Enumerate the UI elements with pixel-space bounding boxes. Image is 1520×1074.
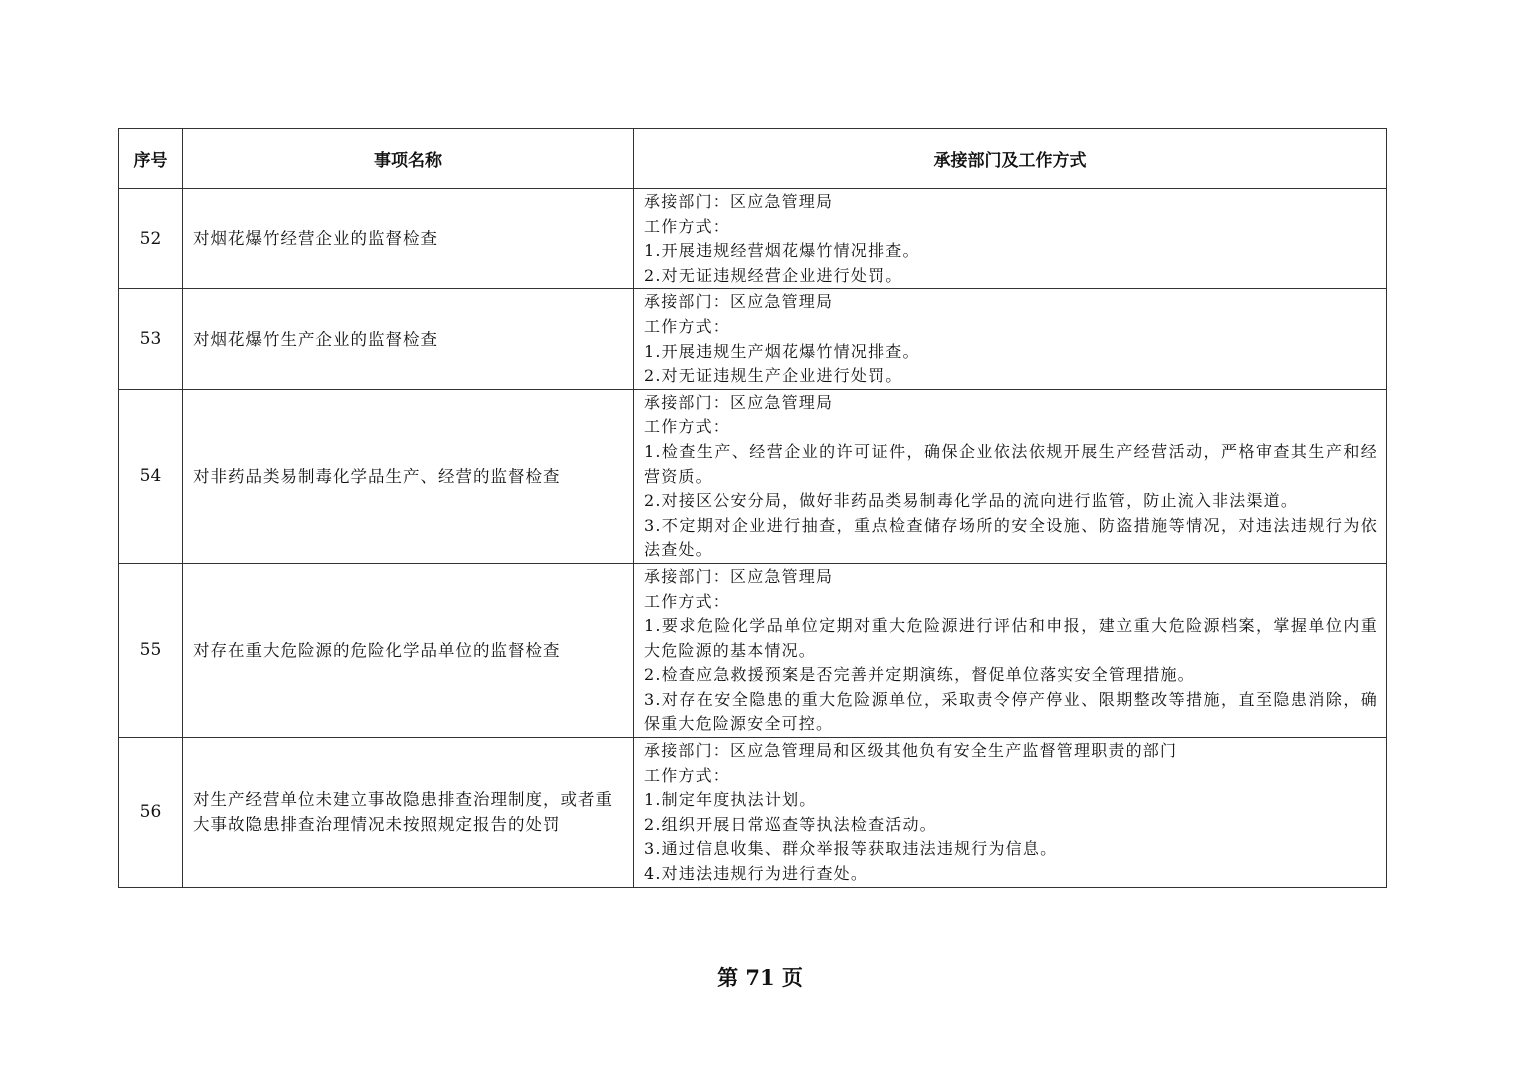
item-name: 对烟花爆竹经营企业的监督检查	[183, 189, 634, 289]
department-and-method	[634, 289, 1387, 389]
method-line: 承接部门：区应急管理局	[644, 566, 834, 586]
method-line: 工作方式：	[644, 765, 731, 785]
row-number: 56	[119, 738, 183, 888]
table-row	[119, 738, 1387, 888]
department-and-method	[634, 563, 1387, 737]
row-number: 54	[119, 389, 183, 563]
item-name: 对存在重大危险源的危险化学品单位的监督检查	[183, 563, 634, 737]
method-line: 1.制定年度执法计划。	[644, 790, 817, 810]
method-line: 3.通过信息收集、群众举报等获取违法违规行为信息。	[644, 839, 1058, 859]
item-name: 对生产经营单位未建立事故隐患排查治理制度，或者重大事故隐患排查治理情况未按照规定报告的处罚	[183, 738, 634, 888]
header-num: 序号	[119, 129, 183, 189]
header-name: 事项名称	[183, 129, 634, 189]
method-line: 工作方式：	[644, 216, 731, 236]
items-table	[118, 128, 1387, 888]
method-line: 1.检查生产、经营企业的许可证件，确保企业依法依规开展生产经营活动，严格审查其生产和经营资质。	[644, 441, 1378, 486]
item-name: 对非药品类易制毒化学品生产、经营的监督检查	[183, 389, 634, 563]
row-number: 55	[119, 563, 183, 737]
item-name: 对烟花爆竹生产企业的监督检查	[183, 289, 634, 389]
header-method: 承接部门及工作方式	[634, 129, 1387, 189]
table-row	[119, 289, 1387, 389]
department-and-method	[634, 738, 1387, 888]
method-line: 承接部门：区应急管理局	[644, 192, 834, 211]
method-line: 2.检查应急救援预案是否完善并定期演练，督促单位落实安全管理措施。	[644, 665, 1195, 685]
method-line: 2.对无证违规经营企业进行处罚。	[644, 265, 903, 285]
table-row	[119, 189, 1387, 289]
table-row	[119, 563, 1387, 737]
page-number: 第 71 页	[717, 965, 803, 990]
method-line: 2.对无证违规生产企业进行处罚。	[644, 366, 903, 386]
table-row	[119, 389, 1387, 563]
department-and-method	[634, 389, 1387, 563]
method-line: 1.开展违规经营烟花爆竹情况排查。	[644, 241, 920, 261]
method-line: 3.不定期对企业进行抽查，重点检查储存场所的安全设施、防盗措施等情况，对违法违规行为依法查处。	[644, 515, 1378, 560]
method-line: 承接部门：区应急管理局	[644, 292, 834, 312]
method-line: 工作方式：	[644, 316, 731, 336]
method-line: 承接部门：区应急管理局	[644, 392, 834, 412]
method-line: 1.开展违规生产烟花爆竹情况排查。	[644, 341, 920, 361]
method-line: 承接部门：区应急管理局和区级其他负有安全生产监督管理职责的部门	[644, 741, 1178, 761]
method-line: 工作方式：	[644, 417, 731, 437]
method-line: 2.组织开展日常巡查等执法检查活动。	[644, 814, 937, 834]
method-line: 4.对违法违规行为进行查处。	[644, 864, 869, 884]
method-line: 3.对存在安全隐患的重大危险源单位，采取责令停产停业、限期整改等措施，直至隐患消除，确保重大危险源安全可控。	[644, 689, 1378, 734]
department-and-method	[634, 189, 1387, 289]
table-header-row	[119, 129, 1387, 189]
method-line: 工作方式：	[644, 591, 731, 611]
row-number: 53	[119, 289, 183, 389]
method-line: 1.要求危险化学品单位定期对重大危险源进行评估和申报，建立重大危险源档案，掌握单位内重大危险源的基本情况。	[644, 616, 1378, 660]
method-line: 2.对接区公安分局，做好非药品类易制毒化学品的流向进行监管，防止流入非法渠道。	[644, 491, 1299, 511]
row-number: 52	[119, 189, 183, 289]
